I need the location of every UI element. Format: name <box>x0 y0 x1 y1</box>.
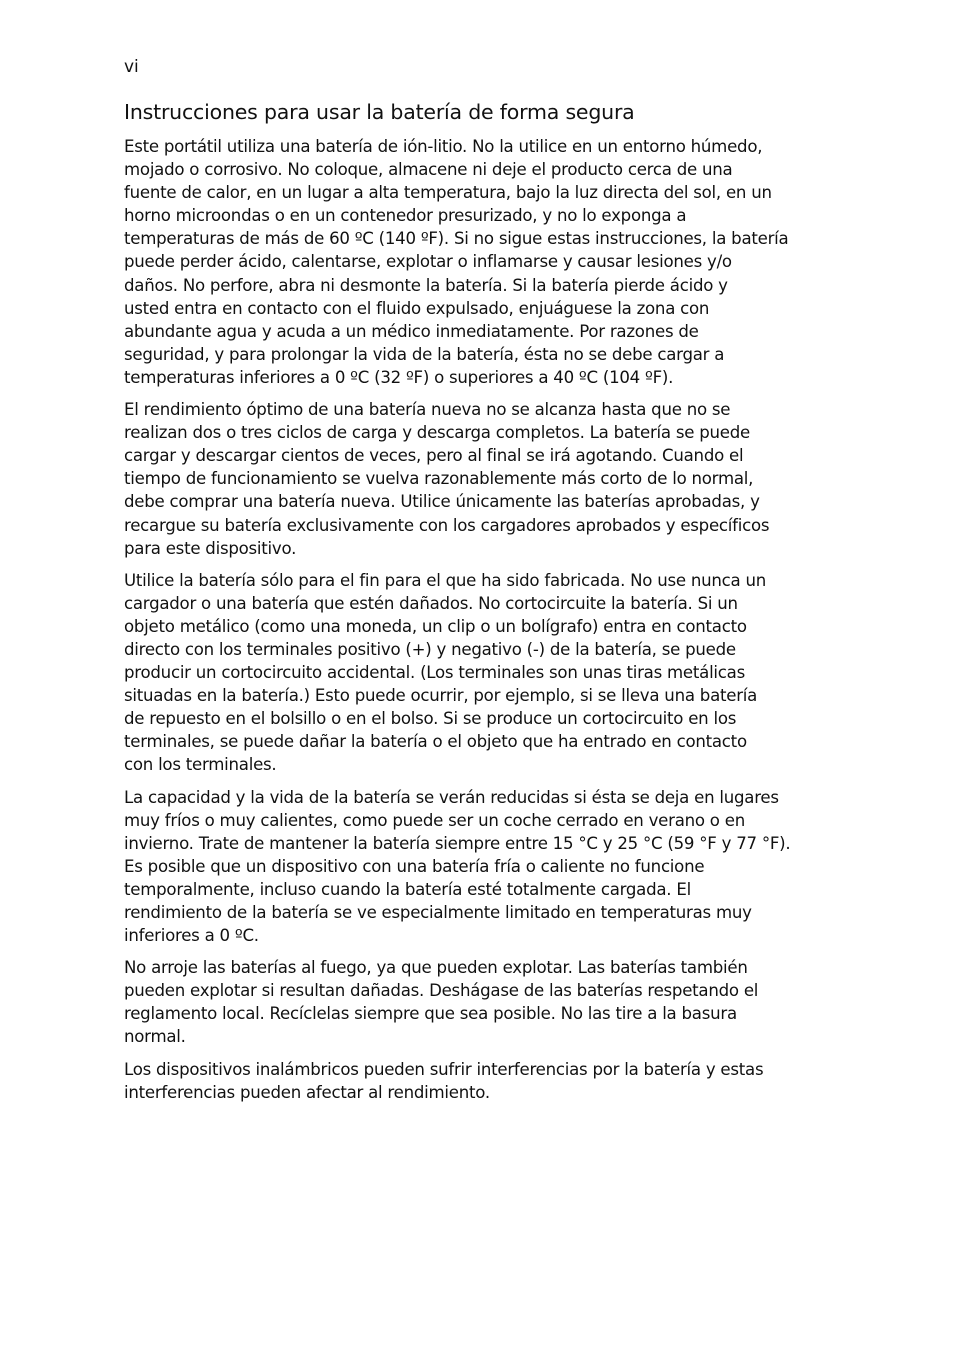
paragraph-wireless-interference <box>124 1058 812 1104</box>
text-line: inferiores a 0 ºC. <box>124 926 259 946</box>
text-line: abundante agua y acuda a un médico inmediatamente. Por razones de <box>124 321 699 341</box>
text-line: recargue su batería exclusivamente con los cargadores aprobados y específicos <box>124 515 770 535</box>
text-line: fuente de calor, en un lugar a alta temperatura, bajo la luz directa del sol, en un <box>124 183 772 203</box>
paragraph-optimal-performance <box>124 398 812 560</box>
text-line: debe comprar una batería nueva. Utilice únicamente las baterías aprobadas, y <box>124 492 760 512</box>
section-title: Instrucciones para usar la batería de forma segura <box>124 100 635 124</box>
text-line: usted entra en contacto con el fluido expulsado, enjuáguese la zona con <box>124 298 710 318</box>
page-number: vi <box>124 57 139 77</box>
paragraph-battery-usage <box>124 135 812 389</box>
text-line: temperaturas inferiores a 0 ºC (32 ºF) o superiores a 40 ºC (104 ºF). <box>124 367 674 387</box>
text-line: puede perder ácido, calentarse, explotar o inflamarse y causar lesiones y/o <box>124 252 732 272</box>
text-line: terminales, se puede dañar la batería o el objeto que ha entrado en contacto <box>124 732 747 752</box>
paragraph-disposal <box>124 956 812 1048</box>
text-line: rendimiento de la batería se ve especialmente limitado en temperaturas muy <box>124 903 752 922</box>
text-line: situadas en la batería.) Esto puede ocurrir, por ejemplo, si se lleva una batería <box>124 686 758 706</box>
text-line: producir un cortocircuito accidental. (Los terminales son unas tiras metálicas <box>124 663 745 683</box>
text-line: con los terminales. <box>124 755 277 775</box>
text-line: daños. No perfore, abra ni desmonte la batería. Si la batería pierde ácido y <box>124 275 728 295</box>
text-line: cargar y descargar cientos de veces, pero al final se irá agotando. Cuando el <box>124 446 744 466</box>
text-line: de repuesto en el bolsillo o en el bolso. Si se produce un cortocircuito en los <box>124 709 737 729</box>
text-line: normal. <box>124 1027 186 1047</box>
text-line: temperaturas de más de 60 ºC (140 ºF). Si no sigue estas instrucciones, la batería <box>124 229 789 249</box>
text-line: seguridad, y para prolongar la vida de la batería, ésta no se debe cargar a <box>124 344 725 364</box>
document-body <box>124 135 812 1113</box>
text-line: pueden explotar si resultan dañadas. Deshágase de las baterías respetando el <box>124 981 759 1001</box>
text-line: horno microondas o en un contenedor presurizado, y no lo exponga a <box>124 206 687 226</box>
text-line: interferencias pueden afectar al rendimiento. <box>124 1082 490 1102</box>
text-line: La capacidad y la vida de la batería se verán reducidas si ésta se deja en lugares <box>124 787 779 807</box>
text-line: Los dispositivos inalámbricos pueden sufrir interferencias por la batería y estas <box>124 1059 764 1079</box>
text-line: reglamento local. Recíclelas siempre que sea posible. No las tire a la basura <box>124 1004 737 1024</box>
text-line: Este portátil utiliza una batería de ión-litio. No la utilice en un entorno húmedo, <box>124 137 763 156</box>
text-line: objeto metálico (como una moneda, un clip o un bolígrafo) entra en contacto <box>124 616 747 636</box>
text-line: realizan dos o tres ciclos de carga y descarga completos. La batería se puede <box>124 423 750 443</box>
text-line: cargador o una batería que estén dañados. No cortocircuite la batería. Si un <box>124 593 738 613</box>
text-line: No arroje las baterías al fuego, ya que pueden explotar. Las baterías también <box>124 958 748 978</box>
text-line: temporalmente, incluso cuando la batería esté totalmente cargada. El <box>124 879 691 899</box>
text-line: para este dispositivo. <box>124 538 297 558</box>
text-line: Es posible que un dispositivo con una batería fría o caliente no funcione <box>124 856 705 876</box>
paragraph-temperature <box>124 786 812 948</box>
text-line: muy fríos o muy calientes, como puede ser un coche cerrado en verano o en <box>124 810 745 830</box>
text-line: invierno. Trate de mantener la batería siempre entre 15 °C y 25 °C (59 °F y 77 °F). <box>124 833 791 853</box>
text-line: El rendimiento óptimo de una batería nueva no se alcanza hasta que no se <box>124 400 731 420</box>
text-line: tiempo de funcionamiento se vuelva razonablemente más corto de lo normal, <box>124 469 754 489</box>
text-line: Utilice la batería sólo para el fin para el que ha sido fabricada. No use nunca un <box>124 570 767 590</box>
text-line: directo con los terminales positivo (+) y negativo (-) de la batería, se puede <box>124 639 736 659</box>
paragraph-short-circuit <box>124 569 812 777</box>
text-line: mojado o corrosivo. No coloque, almacene ni deje el producto cerca de una <box>124 160 733 180</box>
